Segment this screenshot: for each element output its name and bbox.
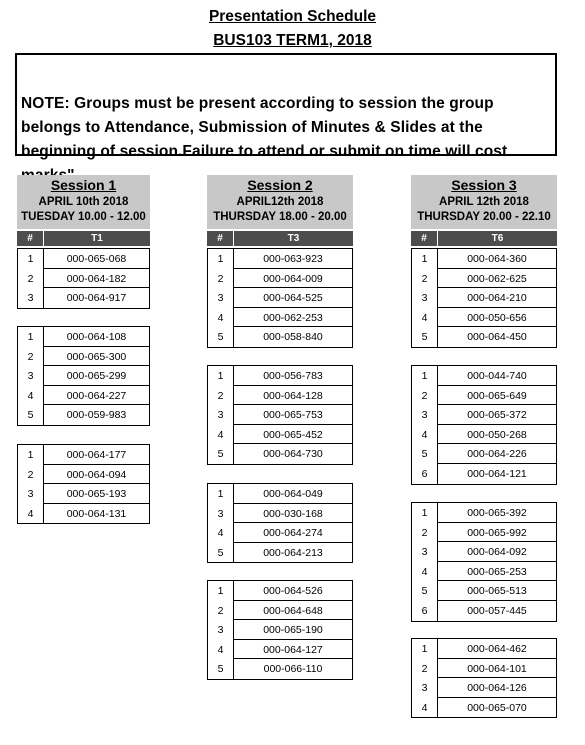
student-id: 000-065-513 bbox=[437, 581, 556, 601]
student-id: 000-065-392 bbox=[437, 503, 556, 523]
student-id: 000-065-068 bbox=[43, 249, 149, 269]
row-number: 2 bbox=[27, 468, 34, 481]
row-number: 1 bbox=[421, 253, 428, 265]
table-row bbox=[412, 288, 556, 308]
row-number: 3 bbox=[27, 488, 34, 501]
page-title: Presentation Schedule bbox=[208, 8, 377, 25]
note-box bbox=[15, 53, 557, 160]
table-row bbox=[208, 366, 352, 386]
column-header-group: T6 bbox=[491, 233, 504, 244]
student-id: 000-064-177 bbox=[43, 445, 149, 465]
table-row bbox=[208, 484, 352, 504]
table-row bbox=[412, 386, 556, 406]
session-date: APRIL 10th 2018 bbox=[38, 196, 129, 208]
session-date: APRIL12th 2018 bbox=[236, 196, 324, 208]
table-row bbox=[412, 639, 556, 659]
table-row bbox=[18, 504, 149, 524]
group-table bbox=[411, 502, 557, 622]
table-row bbox=[208, 308, 352, 328]
student-id: 000-065-193 bbox=[43, 484, 149, 504]
table-row bbox=[208, 269, 352, 289]
row-number: 2 bbox=[217, 272, 224, 285]
session-name: Session 1 bbox=[50, 177, 117, 193]
row-number: 3 bbox=[217, 624, 224, 637]
table-row bbox=[208, 405, 352, 425]
session-time: TUESDAY 10.00 - 12.00 bbox=[21, 211, 146, 223]
row-number: 2 bbox=[421, 526, 428, 539]
table-row bbox=[18, 347, 149, 367]
row-number: 1 bbox=[217, 488, 224, 500]
column-header-number: # bbox=[411, 231, 438, 246]
column-header-group: T1 bbox=[91, 233, 103, 244]
student-id: 000-064-360 bbox=[437, 249, 556, 269]
table-row bbox=[18, 288, 149, 308]
student-id: 000-064-226 bbox=[437, 444, 556, 464]
table-header bbox=[17, 231, 150, 246]
session-name: Session 2 bbox=[247, 177, 313, 193]
student-id: 000-050-656 bbox=[437, 308, 556, 328]
group-table bbox=[207, 365, 353, 465]
group-table bbox=[207, 248, 353, 348]
row-number: 5 bbox=[27, 409, 34, 422]
session-header bbox=[207, 175, 353, 229]
table-row bbox=[208, 581, 352, 601]
student-id: 000-065-753 bbox=[233, 405, 352, 425]
row-number: 4 bbox=[217, 428, 224, 441]
student-id: 000-064-127 bbox=[233, 640, 352, 660]
table-row bbox=[18, 445, 149, 465]
table-row bbox=[208, 601, 352, 621]
student-id: 000-065-253 bbox=[437, 562, 556, 582]
group-table bbox=[411, 248, 557, 348]
table-row bbox=[208, 425, 352, 445]
student-id: 000-064-526 bbox=[233, 581, 352, 601]
row-number: 3 bbox=[217, 507, 224, 520]
student-id: 000-066-110 bbox=[233, 659, 352, 679]
table-row bbox=[412, 425, 556, 445]
row-number: 5 bbox=[217, 331, 224, 344]
student-id: 000-064-049 bbox=[233, 484, 352, 504]
table-row bbox=[18, 484, 149, 504]
column-header-number: # bbox=[17, 231, 44, 246]
table-row bbox=[208, 523, 352, 543]
student-id: 000-064-092 bbox=[437, 542, 556, 562]
table-row bbox=[208, 659, 352, 679]
table-row bbox=[412, 269, 556, 289]
row-number: 4 bbox=[421, 428, 428, 441]
row-number: 5 bbox=[217, 448, 224, 461]
table-header bbox=[411, 231, 557, 246]
student-id: 000-064-917 bbox=[43, 288, 149, 308]
row-number: 2 bbox=[421, 272, 428, 285]
table-row bbox=[412, 542, 556, 562]
table-row bbox=[18, 465, 149, 485]
student-id: 000-065-299 bbox=[43, 366, 149, 386]
student-id: 000-064-121 bbox=[437, 464, 556, 484]
student-id: 000-064-126 bbox=[437, 678, 556, 698]
row-number: 5 bbox=[217, 663, 224, 676]
row-number: 1 bbox=[27, 253, 34, 265]
table-row bbox=[208, 327, 352, 347]
row-number: 2 bbox=[217, 389, 224, 402]
session-header bbox=[17, 175, 150, 229]
table-row bbox=[208, 504, 352, 524]
table-row bbox=[412, 366, 556, 386]
row-number: 4 bbox=[27, 389, 34, 402]
table-row bbox=[412, 659, 556, 679]
student-id: 000-064-182 bbox=[43, 269, 149, 289]
table-row bbox=[208, 288, 352, 308]
row-number: 1 bbox=[421, 643, 428, 655]
table-row bbox=[208, 249, 352, 269]
table-header bbox=[207, 231, 353, 246]
table-row bbox=[412, 581, 556, 601]
column-header-number: # bbox=[207, 231, 234, 246]
table-row bbox=[412, 523, 556, 543]
student-id: 000-064-009 bbox=[233, 269, 352, 289]
student-id: 000-044-740 bbox=[437, 366, 556, 386]
row-number: 3 bbox=[421, 292, 428, 305]
group-table bbox=[207, 483, 353, 563]
table-row bbox=[208, 620, 352, 640]
table-row bbox=[412, 405, 556, 425]
row-number: 3 bbox=[217, 292, 224, 305]
table-row bbox=[412, 308, 556, 328]
student-id: 000-057-445 bbox=[437, 601, 556, 621]
row-number: 5 bbox=[421, 448, 428, 461]
student-id: 000-064-210 bbox=[437, 288, 556, 308]
table-row bbox=[18, 405, 149, 425]
student-id: 000-064-128 bbox=[233, 386, 352, 406]
student-id: 000-064-648 bbox=[233, 601, 352, 621]
row-number: 5 bbox=[421, 585, 428, 598]
group-table bbox=[17, 326, 150, 426]
table-row bbox=[18, 327, 149, 347]
student-id: 000-065-452 bbox=[233, 425, 352, 445]
student-id: 000-064-462 bbox=[437, 639, 556, 659]
table-row bbox=[18, 249, 149, 269]
group-table bbox=[17, 444, 150, 524]
row-number: 2 bbox=[421, 662, 428, 675]
student-id: 000-062-253 bbox=[233, 308, 352, 328]
session-name: Session 3 bbox=[451, 177, 517, 193]
table-row bbox=[412, 444, 556, 464]
table-row bbox=[208, 444, 352, 464]
row-number: 5 bbox=[421, 331, 428, 344]
row-number: 6 bbox=[421, 468, 428, 480]
student-id: 000-063-923 bbox=[233, 249, 352, 269]
row-number: 1 bbox=[217, 253, 224, 265]
student-id: 000-065-649 bbox=[437, 386, 556, 406]
table-row bbox=[412, 464, 556, 484]
row-number: 2 bbox=[421, 389, 428, 402]
table-row bbox=[208, 386, 352, 406]
student-id: 000-064-131 bbox=[43, 504, 149, 524]
session-header bbox=[411, 175, 557, 229]
row-number: 3 bbox=[27, 370, 34, 383]
table-row bbox=[208, 640, 352, 660]
row-number: 5 bbox=[217, 546, 224, 559]
group-table bbox=[17, 248, 150, 309]
row-number: 4 bbox=[217, 643, 224, 656]
group-table bbox=[411, 638, 557, 718]
row-number: 6 bbox=[421, 605, 428, 617]
note-text: NOTE: Groups must be present according to session the group belongs to Attendance, Submission of Minutes & Slides at the beginning of session.Failure to attend or submit on time will cost bbox=[21, 95, 508, 160]
row-number: 4 bbox=[217, 311, 224, 324]
table-row bbox=[18, 366, 149, 386]
row-number: 1 bbox=[27, 449, 34, 461]
table-row bbox=[412, 678, 556, 698]
student-id: 000-064-730 bbox=[233, 444, 352, 464]
row-number: 3 bbox=[421, 682, 428, 695]
student-id: 000-058-840 bbox=[233, 327, 352, 347]
table-row bbox=[208, 543, 352, 563]
table-row bbox=[412, 562, 556, 582]
student-id: 000-064-525 bbox=[233, 288, 352, 308]
column-header-group: T3 bbox=[287, 233, 300, 244]
table-row bbox=[412, 503, 556, 523]
student-id: 000-065-190 bbox=[233, 620, 352, 640]
student-id: 000-059-983 bbox=[43, 405, 149, 425]
table-row bbox=[412, 601, 556, 621]
student-id: 000-062-625 bbox=[437, 269, 556, 289]
group-table bbox=[207, 580, 353, 680]
student-id: 000-065-992 bbox=[437, 523, 556, 543]
row-number: 3 bbox=[421, 409, 428, 422]
row-number: 1 bbox=[421, 370, 428, 382]
row-number: 1 bbox=[217, 585, 224, 597]
row-number: 1 bbox=[217, 370, 224, 382]
student-id: 000-065-070 bbox=[437, 698, 556, 718]
group-table bbox=[411, 365, 557, 485]
row-number: 4 bbox=[27, 507, 34, 520]
row-number: 3 bbox=[217, 409, 224, 422]
student-id: 000-064-274 bbox=[233, 523, 352, 543]
session-date: APRIL 12th 2018 bbox=[439, 196, 529, 208]
student-id: 000-065-372 bbox=[437, 405, 556, 425]
page-subtitle: BUS103 TERM1, 2018 bbox=[213, 32, 372, 49]
row-number: 4 bbox=[421, 565, 428, 578]
row-number: 2 bbox=[217, 604, 224, 617]
row-number: 2 bbox=[27, 272, 34, 285]
session-time: THURSDAY 18.00 - 20.00 bbox=[213, 211, 347, 223]
student-id: 000-064-227 bbox=[43, 386, 149, 406]
student-id: 000-064-101 bbox=[437, 659, 556, 679]
table-row bbox=[18, 386, 149, 406]
row-number: 2 bbox=[27, 350, 34, 363]
row-number: 4 bbox=[421, 701, 428, 714]
student-id: 000-064-213 bbox=[233, 543, 352, 563]
student-id: 000-050-268 bbox=[437, 425, 556, 445]
row-number: 4 bbox=[421, 311, 428, 324]
session-time: THURSDAY 20.00 - 22.10 bbox=[417, 211, 551, 223]
student-id: 000-064-108 bbox=[43, 327, 149, 347]
row-number: 3 bbox=[27, 292, 34, 305]
student-id: 000-064-094 bbox=[43, 465, 149, 485]
row-number: 3 bbox=[421, 546, 428, 559]
row-number: 4 bbox=[217, 527, 224, 540]
student-id: 000-056-783 bbox=[233, 366, 352, 386]
student-id: 000-065-300 bbox=[43, 347, 149, 367]
table-row bbox=[18, 269, 149, 289]
row-number: 1 bbox=[27, 331, 34, 343]
row-number: 1 bbox=[421, 507, 428, 519]
table-row bbox=[412, 327, 556, 347]
student-id: 000-030-168 bbox=[233, 504, 352, 524]
table-row bbox=[412, 698, 556, 718]
table-row bbox=[412, 249, 556, 269]
student-id: 000-064-450 bbox=[437, 327, 556, 347]
